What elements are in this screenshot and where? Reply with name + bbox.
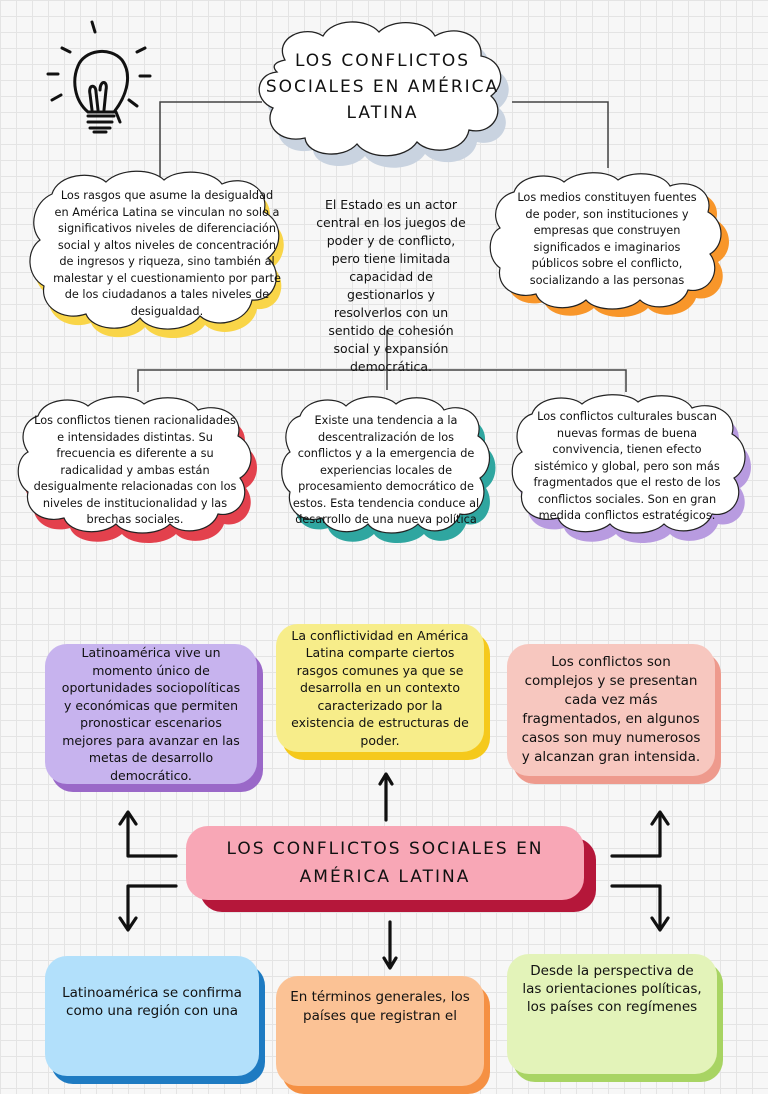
left-cloud-text: Los rasgos que asume la desigualdad en América Latina se vinculan no solo a significativos niveles de diferenciación social y altos niveles de concentración de ingresos y riqueza, sino también al malestar y el cuestionamiento por parte de los ciudadanos a tales niveles de desigualdad. xyxy=(53,189,281,318)
bottom-map-title: LOS CONFLICTOS SOCIALES EN AMÉRICA LATINA xyxy=(226,839,544,887)
bottom-left-cloud-text: Los conflictos tienen racionalidades e intensidades distintas. Su frecuencia es diferente a su radicalidad y ambas están desigualmente relacionadas con los niveles de institucionalidad y las brechas sociales. xyxy=(33,414,237,526)
bottom-center-cloud-text: Existe una tendencia a la descentralización de los conflictos y a la emergencia de experiencias locales de procesamiento democrático de estos. Esta tendencia conduce al desarrollo de una nueva política xyxy=(292,414,480,526)
card-bottom-center-text: En términos generales, los países que registran el xyxy=(290,989,470,1024)
card-bottom-left-text: Latinoamérica se confirma como una región con una xyxy=(62,985,242,1019)
bottom-right-cloud-text: Los conflictos culturales buscan nuevas formas de buena convivencia, tienen efecto sistémico y global, pero son más fragmentados que el resto de los conflictos sociales. Son en gran medida conflictos estratégicos. xyxy=(533,410,721,522)
card-bottom-left xyxy=(45,956,259,1076)
card-top-left-text: Latinoamérica vive un momento único de oportunidades sociopolíticas y económicas que permiten pronosticar escenarios mejores para avanzar en las metas de desarrollo democrático. xyxy=(61,645,241,783)
card-top-right xyxy=(507,644,715,776)
center-title-card xyxy=(186,826,584,900)
card-bottom-right-text: Desde la perspectiva de las orientaciones políticas, los países con regímenes xyxy=(522,963,702,1015)
card-top-right-text: Los conflictos son complejos y se presentan cada vez más fragmentados, en algunos casos son muy numerosos y alcanzan gran intensida. xyxy=(521,654,701,765)
card-bottom-right xyxy=(507,954,717,1074)
center-text: El Estado es un actor central en los juegos de poder y de conflicto, pero tiene limitada capacidad de gestionarlos y resolverlos con un sentido de cohesión social y expansión democrática. xyxy=(316,197,466,374)
card-top-left xyxy=(45,644,257,784)
top-map-title: LOS CONFLICTOS SOCIALES EN AMÉRICA LATINA xyxy=(265,51,500,123)
card-top-center xyxy=(276,624,484,752)
card-bottom-center xyxy=(276,976,484,1086)
card-top-center-text: La conflictividad en América Latina comparte ciertos rasgos comunes ya que se desarrolla en un contexto caracterizado por la existencia de estructuras de poder. xyxy=(291,627,469,748)
right-cloud-text: Los medios constituyen fuentes de poder, son instituciones y empresas que construyen significados e imaginarios públicos sobre el conflicto, socializando a las personas xyxy=(517,191,697,287)
lightbulb-icon xyxy=(44,18,154,138)
